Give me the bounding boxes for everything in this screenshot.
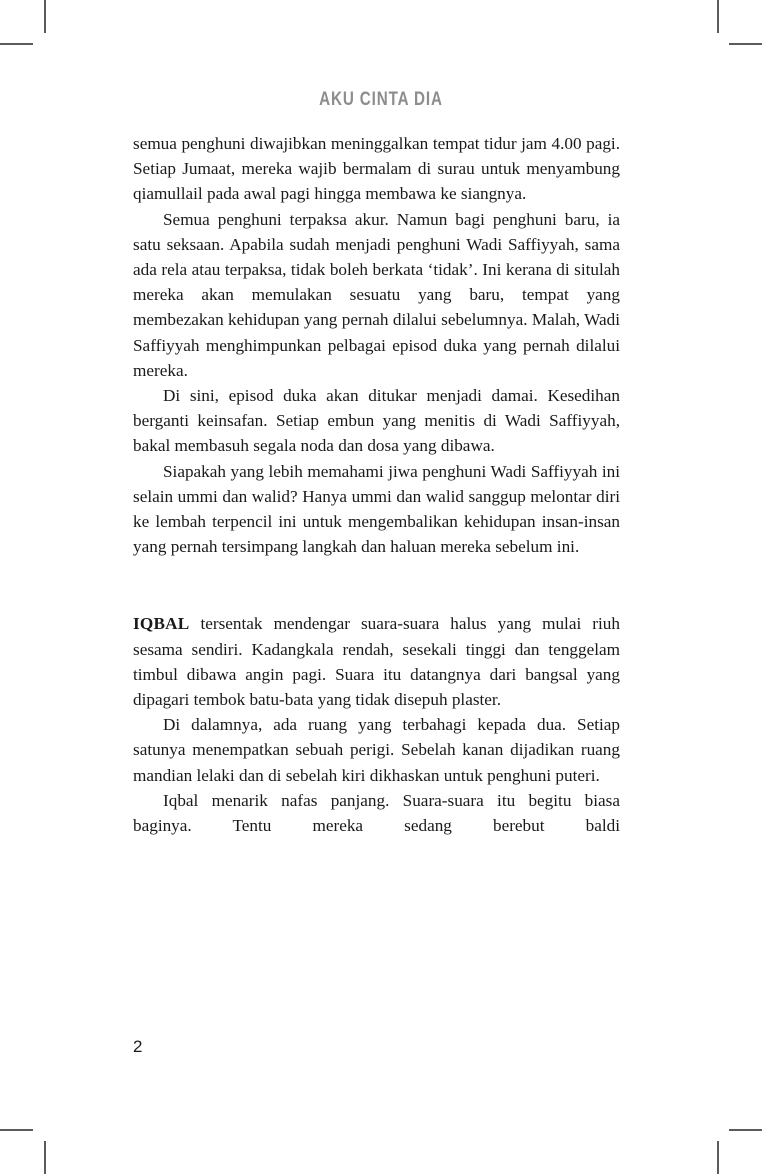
paragraph-text: tersentak mendengar suara-suara halus yang mulai riuh sesama sendiri. Kadangkala rendah, sesekali tinggi dan tenggelam timbul dibawa angin pagi. Suara itu datangnya dari bangsal yang dipagari tembok batu-bata yang tidak disepuh plaster. xyxy=(133,614,620,710)
crop-mark-top-right-vertical xyxy=(717,0,719,33)
paragraph: Di dalamnya, ada ruang yang terbahagi kepada dua. Setiap satunya menempatkan sebuah perigi. Sebelah kanan dijadikan ruang mandian lelaki dan di sebelah kiri dikhaskan untuk penghuni puteri. xyxy=(133,715,620,785)
section-lead-in: IQBAL xyxy=(133,614,190,634)
crop-mark-top-left-horizontal xyxy=(0,43,33,45)
paragraph: semua penghuni diwajibkan meninggalkan tempat tidur jam 4.00 pagi. Setiap Jumaat, mereka wajib bermalam di surau untuk menyambung qiamullail pada awal pagi hingga membawa ke siangnya. xyxy=(133,134,620,204)
crop-mark-top-left-vertical xyxy=(44,0,46,33)
crop-mark-bottom-left-vertical xyxy=(44,1141,46,1174)
paragraph: Semua penghuni terpaksa akur. Namun bagi penghuni baru, ia satu seksaan. Apabila sudah menjadi penghuni Wadi Saffiyyah, sama ada rela atau terpaksa, tidak boleh berkata ‘tidak’. Ini kerana di situlah mereka akan memulakan sesuatu yang baru, tempat yang membezakan kehidupan yang pernah dilalui sebelumnya. Malah, Wadi Saffiyyah menghimpunkan pelbagai episod duka yang pernah dilalui mereka. xyxy=(133,209,620,380)
paragraph: Iqbal menarik nafas panjang. Suara-suara itu begitu biasa baginya. Tentu mereka sedang berebut baldi xyxy=(133,790,620,836)
page-number: 2 xyxy=(133,1037,143,1056)
running-header-title: AKU CINTA DIA xyxy=(319,89,443,110)
crop-mark-bottom-left-horizontal xyxy=(0,1129,33,1131)
paragraph: Siapakah yang lebih memahami jiwa penghuni Wadi Saffiyyah ini selain ummi dan walid? Hanya ummi dan walid sanggup melontar diri ke lembah terpencil ini untuk mengembalikan kehidupan insan-insan yang pernah tersimpang langkah dan haluan mereka sebelum ini. xyxy=(133,461,620,557)
crop-mark-bottom-right-horizontal xyxy=(729,1129,762,1131)
crop-mark-top-right-horizontal xyxy=(729,43,762,45)
paragraph: Di sini, episod duka akan ditukar menjadi damai. Kesedihan berganti keinsafan. Setiap embun yang menitis di Wadi Saffiyyah, bakal membasuh segala noda dan dosa yang dibawa. xyxy=(133,386,620,456)
body-text-column xyxy=(133,131,620,863)
section-break xyxy=(133,559,620,611)
paragraph-with-lead-in xyxy=(133,611,620,712)
crop-mark-bottom-right-vertical xyxy=(717,1141,719,1174)
